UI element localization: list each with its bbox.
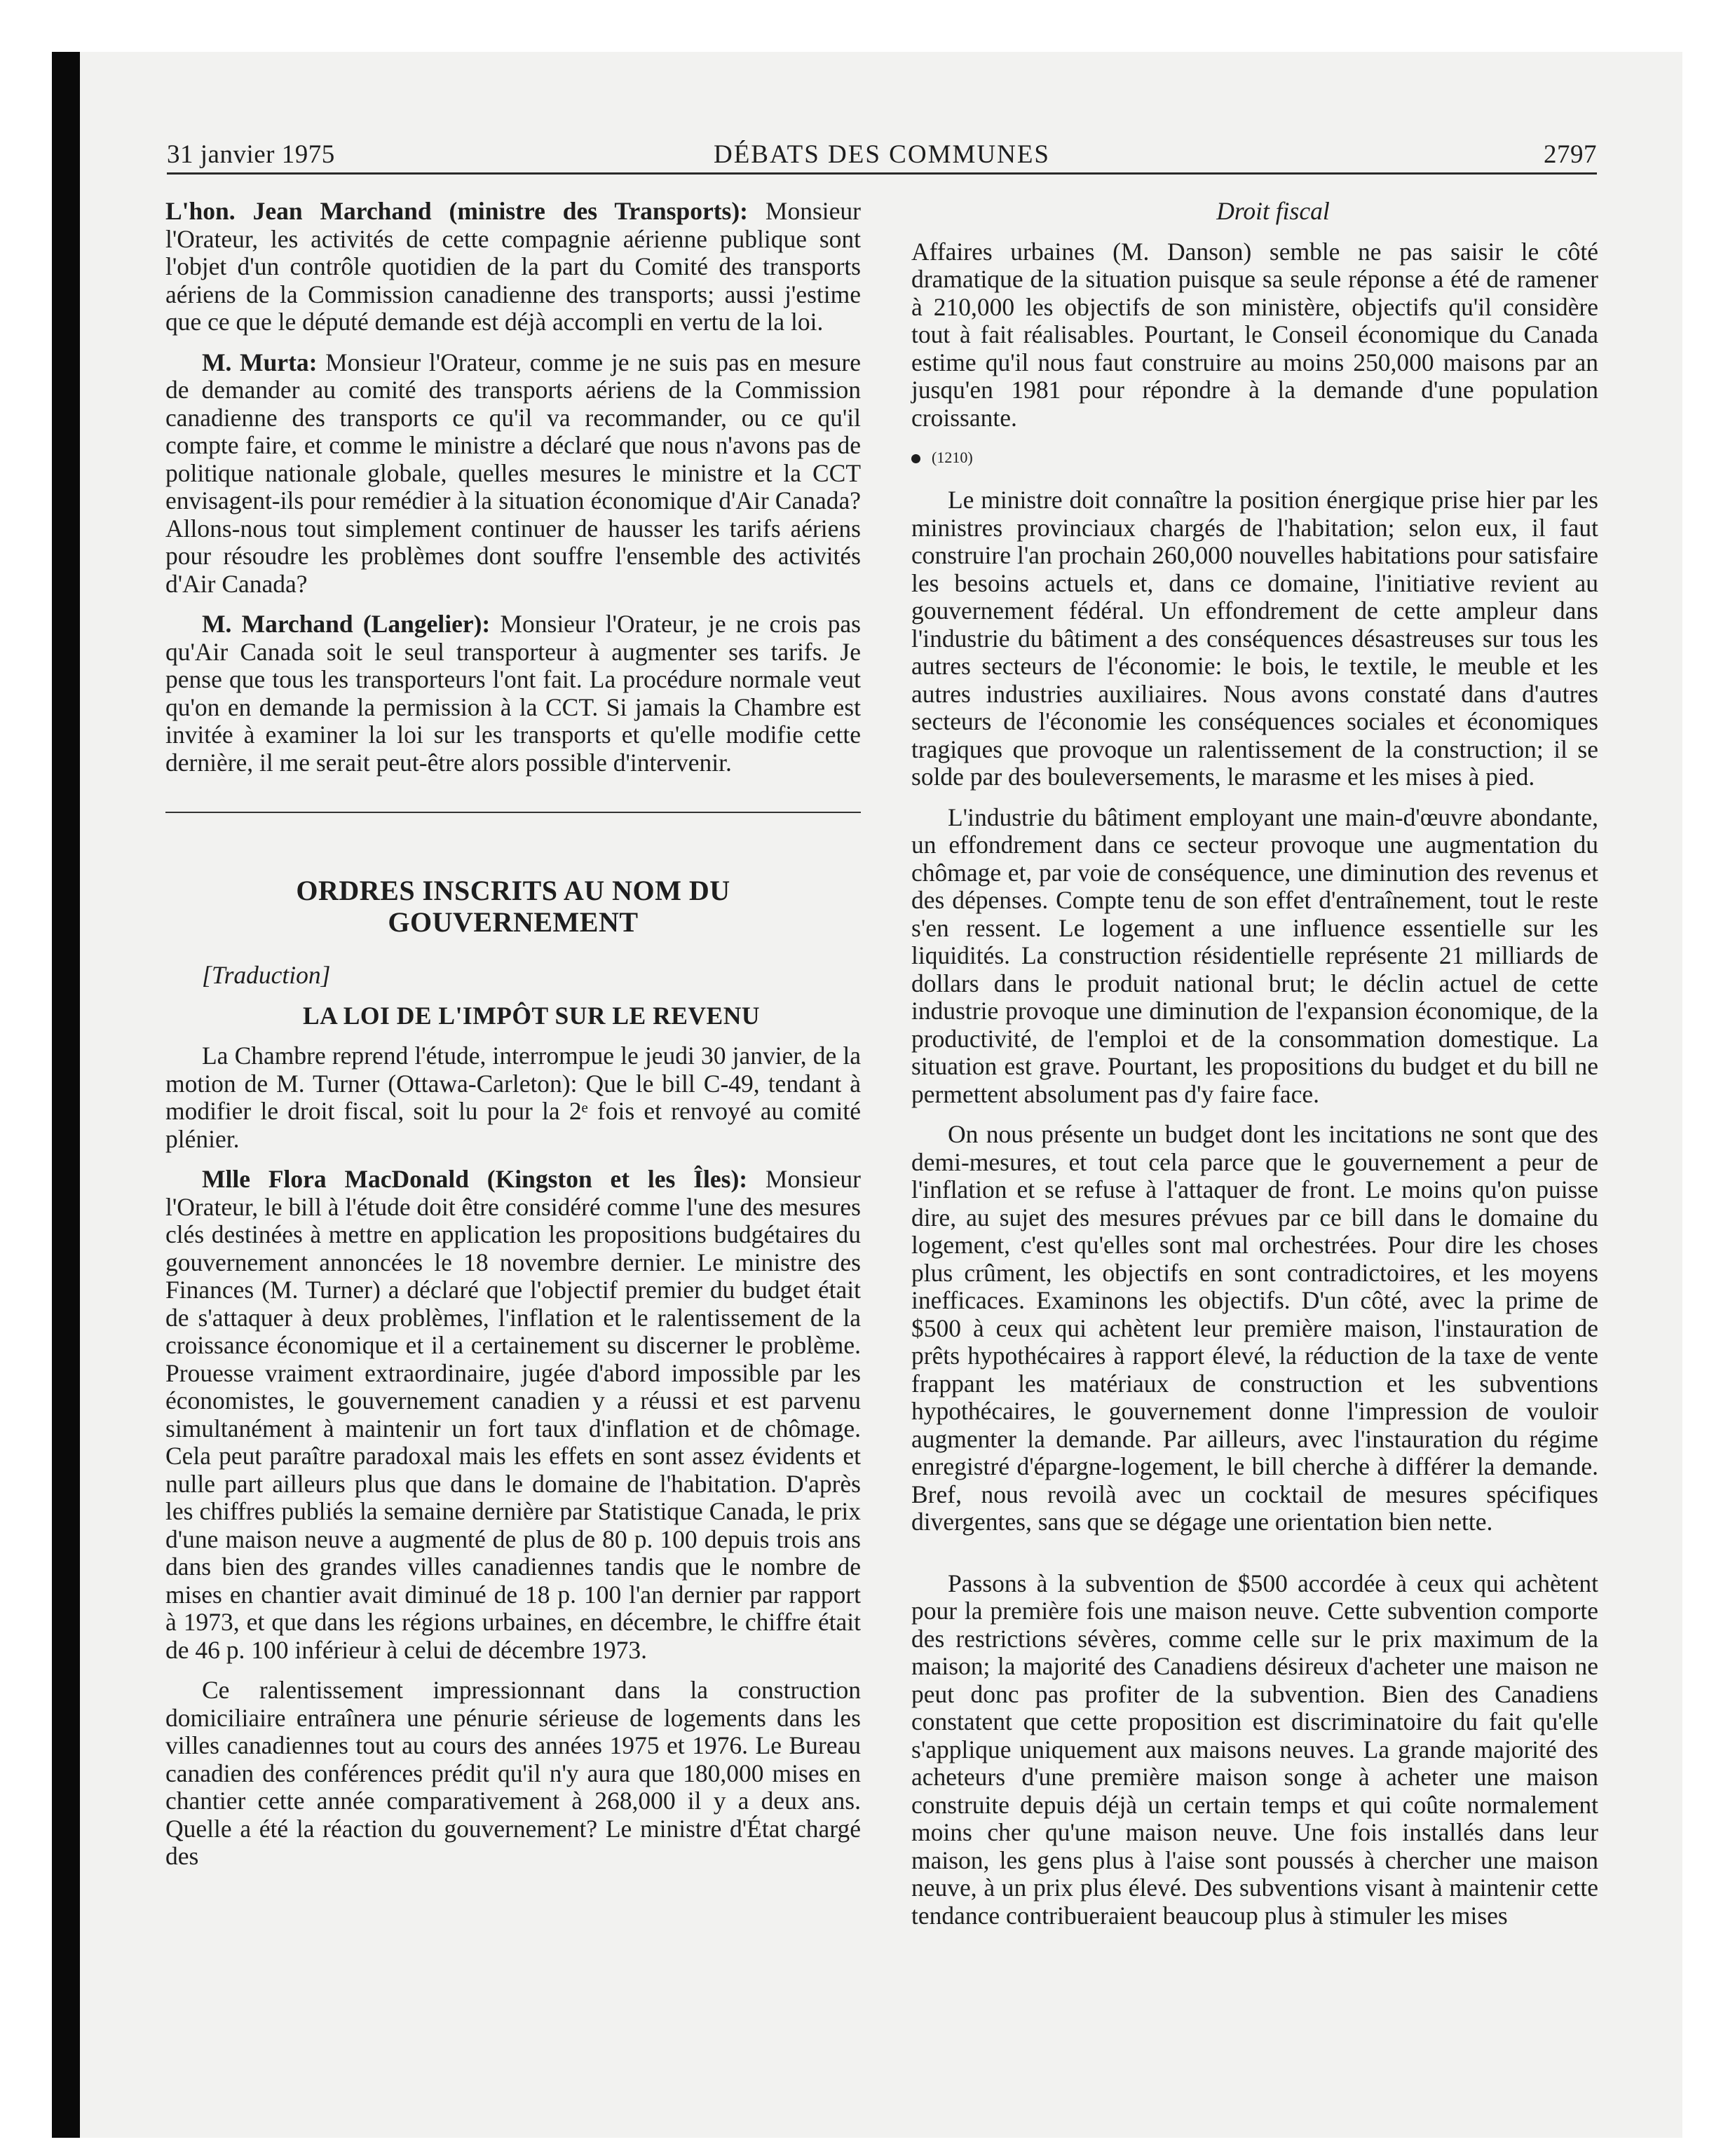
paragraph-gap xyxy=(911,1549,1598,1570)
time-marker xyxy=(911,447,1598,468)
paragraph-macdonald xyxy=(165,1166,861,1664)
paragraph-danson: Affaires urbaines (M. Danson) semble ne pas saisir le côté dramatique de la situation puisque sa seule réponse a été de ramener à 210,000 les objectifs de son ministère, objectifs qu'il considère tout à fait réalisables. Pourtant, le Conseil économique du Canada estime qu'il nous faut construire au moins 250,000 maisons par an jusqu'en 1981 pour répondre à la demande d'une population croissante. xyxy=(911,237,1598,432)
paragraph-marchand-1 xyxy=(165,198,861,336)
running-title: Droit fiscal xyxy=(1216,197,1330,225)
bill-title: LA LOI DE L'IMPÔT SUR LE REVENU xyxy=(302,1001,760,1030)
time-marker-text: (1210) xyxy=(932,449,973,466)
speaker-name: L'hon. Jean Marchand (ministre des Transports): xyxy=(165,197,749,225)
speech-text: Monsieur l'Orateur, je ne crois pas qu'Air Canada soit le seul transporteur à augmenter ses tarifs. Je pense que tous les transporteurs l'ont fait. La procédure normale veut qu'on en demande la permission à la CCT. Si jamais la Chambre est invitée à examiner la loi sur les transports et qu'elle modifie cette dernière, il me serait peut-être alors possible d'intervenir. xyxy=(165,610,861,777)
left-column xyxy=(165,198,861,1883)
translation-note: [Traduction] xyxy=(202,961,331,989)
paragraph-subsidy: Passons à la subvention de $500 accordée à ceux qui achètent pour la première fois une maison neuve. Cette subvention comporte des restrictions sévères, comme celle sur le prix maximum de la maison; la majorité des Canadiens désireux d'acheter une maison ne peut donc pas profiter de la subvention. Bien des Canadiens constatent que cette proposition est discriminatoire du fait qu'elle s'applique uniquement aux maisons neuves. La grande majorité des acheteurs d'une première maison songe à acheter une maison construite depuis déjà un certain temps et qui coûte normalement moins cher qu'une maison neuve. Une fois installés dans leur maison, les gens plus à l'aise sont poussés à chercher une maison neuve, à un prix plus élevé. Des subventions visant à maintenir cette tendance contribueraient beaucoup plus à stimuler les mises xyxy=(911,1569,1598,1930)
section-heading-line-2: GOUVERNEMENT xyxy=(388,906,639,938)
paragraph-marchand-2 xyxy=(165,610,861,777)
section-heading-line-1: ORDRES INSCRITS AU NOM DU xyxy=(296,875,730,906)
header-publication: DÉBATS DES COMMUNES xyxy=(713,140,1050,169)
bullet-icon xyxy=(911,454,920,463)
speaker-name: Mlle Flora MacDonald (Kingston et les Îles): xyxy=(202,1165,748,1193)
speech-text: Monsieur l'Orateur, les activités de cette compagnie aérienne publique sont l'objet d'un contrôle quotidien de la part du Comité des transports aériens de la Commission canadienne des transports; aussi j'estime que ce que le député demande est déjà accompli en vertu de la loi. xyxy=(165,197,861,336)
speaker-name: M. Marchand (Langelier): xyxy=(202,610,491,638)
scan-edge-shadow xyxy=(52,52,80,2138)
section-divider xyxy=(165,812,861,813)
page-header xyxy=(167,137,1597,175)
paragraph-provincial-ministers: Le ministre doit connaître la position énergique prise hier par les ministres provinciaux chargés de l'habitation; selon eux, il faut construire l'an prochain 260,000 nouvelles habitations pour satisfaire les besoins actuels et, dans ce domaine, l'initiative revient au gouvernement fédéral. Un effondrement de cette ampleur dans l'industrie du bâtiment a des conséquences désastreuses sur tous les autres secteurs de l'économie: le bois, le textile, le meuble et les autres industries auxiliaires. Nous avons constaté dans d'autres secteurs de l'économie les conséquences sociales et économiques tragiques que provoque un ralentissement de la construction; il se solde par des bouleversements, le marasme et les mises à pied. xyxy=(911,486,1598,791)
header-date: 31 janvier 1975 xyxy=(167,140,335,169)
paragraph-budget-measures: On nous présente un budget dont les incitations ne sont que des demi-mesures, et tout cela parce que le gouvernement a peur de l'inflation et se refuse à l'attaquer de front. Le moins qu'on puisse dire, au sujet des mesures prévues par ce bill dans le domaine du logement, c'est qu'elles sont mal orchestrées. Pour dire les choses plus crûment, les objectifs en sont contradictoires, et les moyens inefficaces. Examinons les objectifs. D'un côté, avec la prime de $500 à ceux qui achètent leur première maison, l'instauration de prêts hypothécaires à rapport élevé, la réduction de la taxe de vente frappant les matériaux de construction et les subventions hypothécaires, le gouvernement donne l'impression de vouloir augmenter la demande. Par ailleurs, avec l'instauration du régime enregistré d'épargne-logement, le bill cherche à différer la demande. Bref, nous revoilà avec un cocktail de mesures spécifiques divergentes, sans que se dégage une orientation bien nette. xyxy=(911,1120,1598,1536)
header-page-number: 2797 xyxy=(1544,140,1597,169)
paragraph-murta xyxy=(165,349,861,599)
section-heading xyxy=(165,875,861,938)
paragraph-motion: La Chambre reprend l'étude, interrompue le jeudi 30 janvier, de la motion de M. Turner (Ottawa-Carleton): Que le bill C-49, tendant à modifier le droit fiscal, soit lu pour la 2ᵉ fois et renvoyé au comité plénier. xyxy=(165,1042,861,1153)
speech-text: Monsieur l'Orateur, le bill à l'étude doit être considéré comme l'une des mesures clés destinées à mettre en application les propositions budgétaires du gouvernement annoncées le 18 novembre dernier. Le ministre des Finances (M. Turner) a déclaré que l'objectif premier du budget était de s'attaquer à deux problèmes, l'inflation et le ralentissement de la croissance économique et il a certainement su discerner le problème. Prouesse vraiment extraordinaire, jugée d'abord impossible par les économistes, le gouvernement canadien y a réussi et est parvenu simultanément à maintenir un fort taux d'inflation et de chômage. Cela peut paraître paradoxal mais les effets en sont assez évidents et nulle part ailleurs plus que dans le domaine de l'habitation. D'après les chiffres publiés la semaine dernière par Statistique Canada, le prix d'une maison neuve a augmenté de plus de 80 p. 100 depuis trois ans dans bien des grandes villes canadiennes tandis que le nombre de mises en chantier avait diminué de 18 p. 100 l'an dernier par rapport à 1973, et que dans les régions urbaines, en décembre, le chiffre était de 46 p. 100 inférieur à celui de décembre 1973. xyxy=(165,1165,861,1664)
speech-text: Monsieur l'Orateur, comme je ne suis pas en mesure de demander au comité des transports aériens de la Commission canadienne des transports ce qu'il va recommander, ou ce qu'il compte faire, et comme le ministre a déclaré que nous n'avons pas de politique nationale globale, quelles mesures le ministre et la CCT envisagent-ils pour remédier à la situation économique d'Air Canada? Allons-nous tout simplement continuer de hausser les tarifs aériens pour résoudre les problèmes dont souffre l'ensemble des activités d'Air Canada? xyxy=(165,348,861,598)
right-column xyxy=(911,198,1598,1942)
speaker-name: M. Murta: xyxy=(202,348,318,376)
paragraph-slowdown: Ce ralentissement impressionnant dans la construction domiciliaire entraînera une pénurie sérieuse de logements dans les villes canadiennes tout au cours des années 1975 et 1976. Le Bureau canadien des conférences prédit qu'il n'y aura que 180,000 mises en chantier cette année comparativement à 268,000 il y a deux ans. Quelle a été la réaction du gouvernement? Le ministre d'État chargé des xyxy=(165,1676,861,1870)
paragraph-building-industry: L'industrie du bâtiment employant une main-d'œuvre abondante, un effondrement dans ce secteur provoque une augmentation du chômage et, par voie de conséquence, une diminution des revenus et des dépenses. Compte tenu de son effet d'entraînement, tout le reste s'en ressent. Le logement a une influence essentielle sur les liquidités. La construction résidentielle représente 21 milliards de dollars dans le produit national brut; le déclin actuel de cette industrie provoque une diminution de l'expansion économique, de la productivité, de l'emploi et de la consommation domestique. La situation est grave. Pourtant, les propositions du budget et du bill ne permettent absolument pas d'y faire face. xyxy=(911,803,1598,1108)
